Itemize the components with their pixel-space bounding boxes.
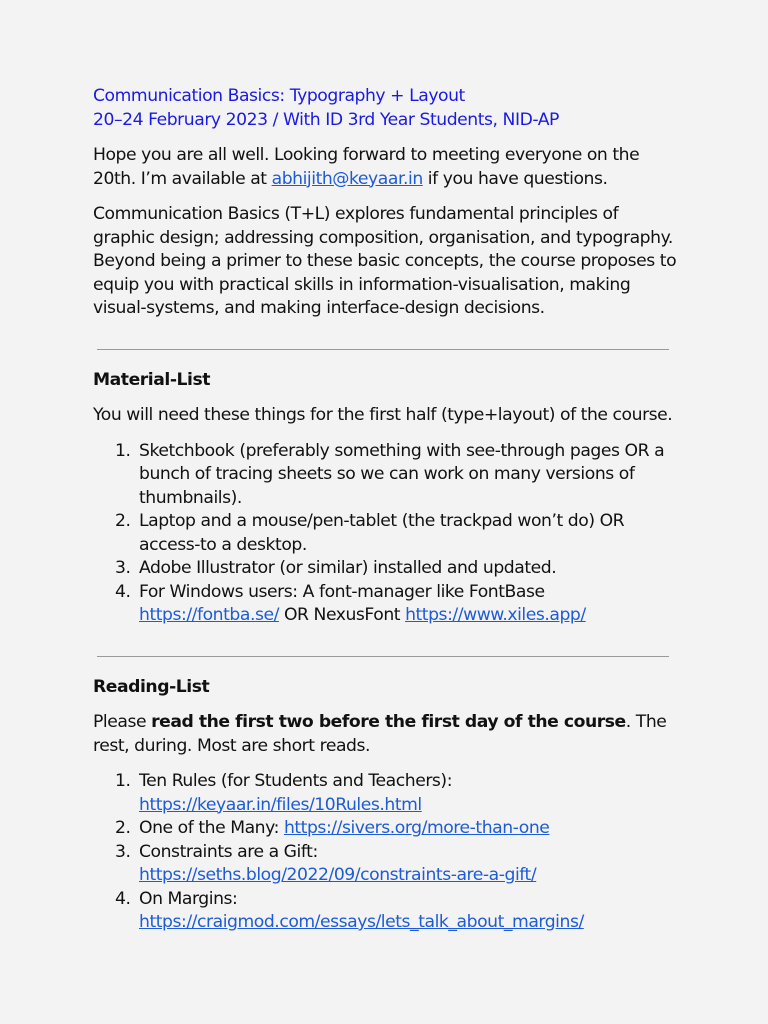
greeting-text-end: if you have questions. bbox=[422, 168, 608, 189]
list-item bbox=[93, 888, 683, 935]
list-number: 1. bbox=[115, 440, 131, 461]
reading-link[interactable]: https://keyaar.in/files/10Rules.html bbox=[139, 794, 422, 815]
list-item-text: Adobe Illustrator (or similar) installed and updated. bbox=[139, 558, 557, 578]
list-number: 3. bbox=[115, 558, 131, 578]
reading-lead-text: Please bbox=[93, 712, 152, 732]
list-item bbox=[93, 817, 683, 841]
reading-link[interactable]: https://craigmod.com/essays/lets_talk_about_margins/ bbox=[139, 912, 584, 932]
reading-link[interactable]: https://sivers.org/more-than-one bbox=[283, 818, 550, 838]
material-list-heading: Material-List bbox=[93, 369, 211, 390]
nexusfont-link[interactable]: https://www.xiles.app/ bbox=[405, 605, 586, 625]
list-item-text: OR NexusFont bbox=[278, 605, 406, 625]
list-number: 1. bbox=[115, 771, 131, 791]
list-item bbox=[93, 510, 683, 557]
reading-item-label: Constraints are a Gift: bbox=[139, 841, 318, 862]
course-header bbox=[93, 85, 683, 132]
reading-list-heading: Reading-List bbox=[93, 676, 210, 697]
material-list-lead: You will need these things for the first half (type+layout) of the course. bbox=[93, 405, 673, 425]
list-item-text: Sketchbook (preferably something with see-through pages OR a bunch of tracing sheets so we can work on many versions of thumbnails). bbox=[139, 440, 665, 508]
reading-item-label: On Margins: bbox=[139, 888, 238, 909]
reading-list-lead bbox=[93, 711, 683, 758]
list-item-text: For Windows users: A font-manager like FontBase bbox=[139, 581, 545, 602]
list-number: 4. bbox=[115, 581, 131, 602]
list-item bbox=[93, 557, 683, 581]
list-number: 2. bbox=[115, 511, 131, 531]
course-dates: 20–24 February 2023 / With ID 3rd Year Students, NID-AP bbox=[93, 109, 559, 130]
course-description: Communication Basics (T+L) explores fundamental principles of graphic design; addressing composition, organisation, and typography. Beyond being a primer to these basic concepts, the course proposes to equip you with practical skills in information-visualisation, making visual-systems, and making interface-design decisions. bbox=[93, 204, 677, 318]
reading-lead-emphasis: read the first two before the first day of the course bbox=[151, 712, 626, 732]
list-item-text: Laptop and a mouse/pen-tablet (the trackpad won’t do) OR access-to a desktop. bbox=[139, 511, 625, 555]
list-number: 3. bbox=[115, 841, 131, 862]
reading-lead-text-end: . The rest, during. Most are short reads. bbox=[93, 712, 667, 756]
reading-list bbox=[93, 770, 683, 935]
greeting-paragraph bbox=[93, 144, 683, 191]
material-list bbox=[93, 440, 683, 628]
list-item bbox=[93, 581, 683, 628]
document-page bbox=[93, 85, 683, 935]
list-item bbox=[93, 770, 683, 817]
course-title: Communication Basics: Typography + Layout bbox=[93, 86, 465, 106]
greeting-text: Hope you are all well. Looking forward to meeting everyone on the 20th. I’m available at bbox=[93, 145, 640, 189]
email-link[interactable]: abhijith@keyaar.in bbox=[271, 168, 423, 189]
list-item bbox=[93, 841, 683, 888]
reading-item-label: Ten Rules (for Students and Teachers): bbox=[139, 771, 453, 791]
list-number: 4. bbox=[115, 888, 131, 909]
reading-item-label: One of the Many: bbox=[139, 818, 284, 838]
reading-link[interactable]: https://seths.blog/2022/09/constraints-are-a-gift/ bbox=[139, 865, 537, 885]
list-item bbox=[93, 440, 683, 511]
list-number: 2. bbox=[115, 818, 131, 838]
section-divider bbox=[97, 349, 669, 350]
section-divider bbox=[97, 656, 669, 657]
fontbase-link[interactable]: https://fontba.se/ bbox=[139, 605, 279, 625]
